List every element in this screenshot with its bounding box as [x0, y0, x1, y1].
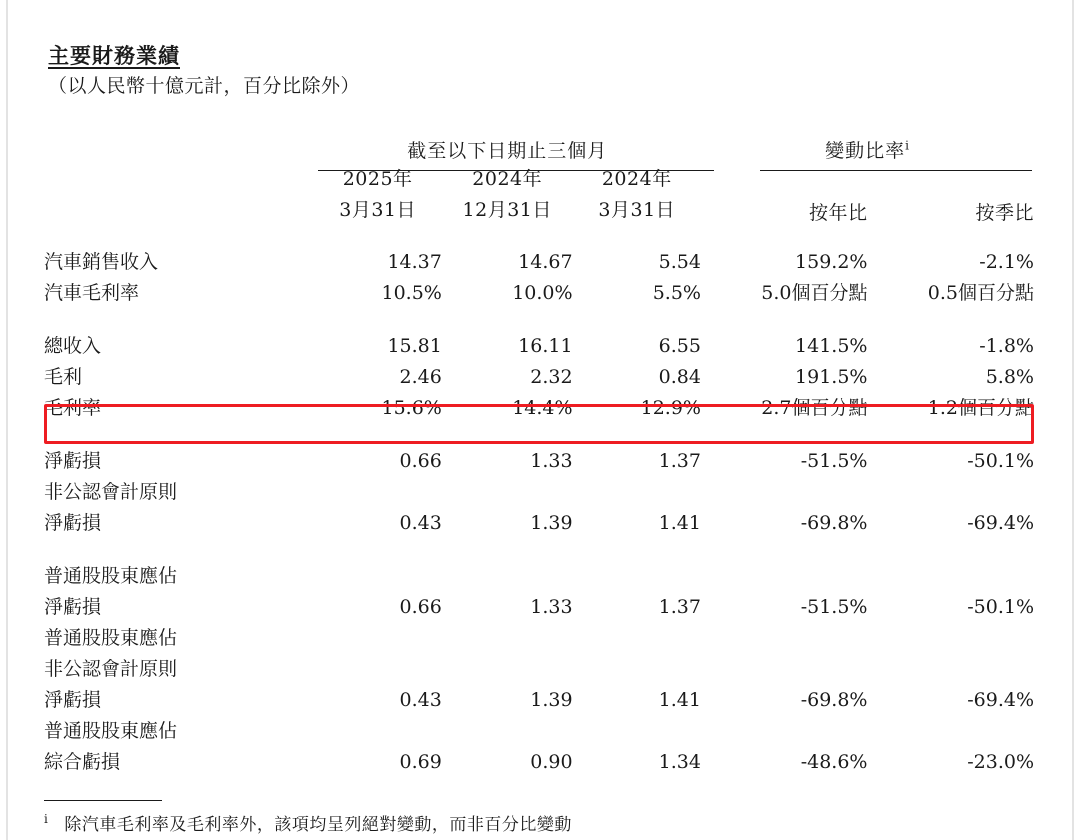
row-label: 毛利: [44, 366, 83, 388]
table-row: [44, 508, 1034, 539]
row-value: 1.33: [530, 450, 573, 472]
table-row: [44, 446, 1034, 477]
row-value-empty: [573, 654, 701, 685]
row-value-empty: [442, 716, 573, 747]
table-row-highlighted: [44, 393, 1034, 424]
group-header-spacer: [44, 132, 313, 163]
table-row: [44, 247, 1034, 278]
table-row: [44, 278, 1034, 309]
table-row: [44, 362, 1034, 393]
row-value: -1.8%: [979, 335, 1034, 357]
row-value: 1.37: [658, 596, 701, 618]
row-label: 淨虧損: [44, 512, 102, 534]
row-value: 16.11: [518, 335, 573, 357]
row-value: 5.8%: [985, 366, 1034, 388]
row-value: 6.55: [658, 335, 701, 357]
row-value: 1.39: [530, 512, 573, 534]
column-header-qoq-line2: 按季比: [975, 202, 1034, 224]
row-label: 普通股股東應佔: [44, 565, 178, 587]
group-header-period: 截至以下日期止三個月: [407, 140, 608, 162]
row-value: 0.66: [399, 596, 442, 618]
footnote-text: 除汽車毛利率及毛利率外，該項均呈列絕對變動，而非百分比變動: [64, 815, 572, 835]
group-header-change-label: 變動比率: [825, 140, 906, 162]
column-header-yoy-line2: 按年比: [808, 202, 868, 224]
row-value: 0.90: [530, 751, 573, 773]
row-label: 毛利率: [44, 397, 102, 419]
row-value-empty: [573, 716, 701, 747]
footnote: [44, 810, 572, 835]
row-value: 10.5%: [381, 282, 442, 304]
row-value: 15.81: [387, 335, 442, 357]
column-header-2025-03-line2: 3月31日: [339, 199, 417, 222]
row-value: 1.33: [530, 596, 573, 618]
table-spacer: [44, 539, 1034, 561]
page-title: 主要財務業績: [48, 43, 180, 68]
column-header-yoy-line1: [701, 163, 867, 194]
table-row: [44, 747, 1034, 778]
row-label: 總收入: [44, 335, 102, 357]
table-spacer-head: [44, 225, 1034, 247]
row-value: 10.0%: [512, 282, 573, 304]
column-header-label-blank-1: [44, 163, 313, 194]
table-row: [44, 592, 1034, 623]
row-value-empty: [313, 477, 441, 508]
table-spacer: [44, 424, 1034, 446]
row-value: 1.41: [658, 512, 701, 534]
row-value: 14.67: [518, 251, 573, 273]
group-header-change: [701, 132, 1034, 163]
row-value: -48.6%: [800, 751, 868, 773]
column-header-label-blank-2: [44, 194, 313, 225]
row-value: 1.37: [658, 450, 701, 472]
row-value-empty: [701, 716, 867, 747]
row-value: 15.6%: [381, 397, 442, 419]
column-header-2024-03-line2: 3月31日: [598, 199, 676, 222]
row-value-empty: [313, 561, 441, 592]
row-value-empty: [442, 561, 573, 592]
row-label: 汽車銷售收入: [44, 251, 159, 273]
table-group-header-row: [44, 132, 1034, 163]
row-value: 2.7個百分點: [761, 397, 868, 419]
row-value: -51.5%: [800, 596, 868, 618]
row-value-empty: [573, 623, 701, 654]
page-edge-rule-right: [1072, 0, 1074, 840]
row-label: 淨虧損: [44, 596, 102, 618]
row-value: -23.0%: [967, 751, 1034, 773]
row-value: 2.32: [530, 366, 573, 388]
row-value: -69.4%: [967, 512, 1034, 534]
row-value: 5.5%: [652, 282, 701, 304]
row-value: 1.41: [658, 689, 701, 711]
row-value-empty: [867, 623, 1034, 654]
row-value: 0.43: [399, 689, 442, 711]
row-value: -51.5%: [800, 450, 868, 472]
group-header-change-superscript: i: [905, 138, 910, 153]
table-row: [44, 685, 1034, 716]
row-value-empty: [867, 654, 1034, 685]
row-value-empty: [867, 716, 1034, 747]
row-value-empty: [313, 716, 441, 747]
table-row-label-only: [44, 477, 1034, 508]
row-value-empty: [313, 654, 441, 685]
page-edge-rule-left: [6, 0, 8, 840]
row-value: -69.8%: [800, 689, 868, 711]
table-column-header-row-2: [44, 194, 1034, 225]
row-value: 191.5%: [795, 366, 868, 388]
row-label: 普通股股東應佔: [44, 627, 178, 649]
row-value-empty: [867, 561, 1034, 592]
title-block: [48, 42, 360, 100]
row-label: 普通股股東應佔: [44, 720, 178, 742]
row-value: 1.34: [658, 751, 701, 773]
row-value: 0.84: [658, 366, 701, 388]
table-spacer: [44, 309, 1034, 331]
row-value: 5.54: [658, 251, 701, 273]
row-label: 淨虧損: [44, 450, 102, 472]
footnote-marker: i: [44, 812, 49, 827]
row-value-empty: [701, 654, 867, 685]
row-value: 141.5%: [795, 335, 868, 357]
table-row-label-only: [44, 561, 1034, 592]
row-value-empty: [313, 623, 441, 654]
table-row-label-only: [44, 623, 1034, 654]
row-value: 14.37: [387, 251, 442, 273]
row-value-empty: [573, 477, 701, 508]
row-label: 淨虧損: [44, 689, 102, 711]
column-header-2024-12-line2: 12月31日: [462, 199, 552, 222]
column-header-2025-03-line1: 2025年: [342, 168, 413, 191]
footnote-divider: [44, 800, 162, 801]
row-value: 5.0個百分點: [761, 282, 868, 304]
row-value: 2.46: [399, 366, 442, 388]
row-value: 1.2個百分點: [927, 397, 1034, 419]
row-value: 0.69: [399, 751, 442, 773]
row-value: -2.1%: [979, 251, 1034, 273]
financial-highlights-table: [44, 132, 1034, 778]
page-subtitle: （以人民幣十億元計，百分比除外）: [48, 75, 361, 98]
row-value-empty: [701, 623, 867, 654]
row-value: -69.8%: [800, 512, 868, 534]
column-header-2024-03-line1: 2024年: [601, 168, 672, 191]
row-value: 159.2%: [795, 251, 868, 273]
row-value: 0.5個百分點: [927, 282, 1034, 304]
row-value: 0.66: [399, 450, 442, 472]
table-row: [44, 331, 1034, 362]
row-value-empty: [442, 654, 573, 685]
row-value: 14.4%: [512, 397, 573, 419]
table-row-label-only: [44, 716, 1034, 747]
row-value-empty: [701, 477, 867, 508]
row-value: -69.4%: [967, 689, 1034, 711]
table-row-label-only: [44, 654, 1034, 685]
row-value-empty: [442, 477, 573, 508]
row-value: -50.1%: [967, 450, 1034, 472]
row-value-empty: [573, 561, 701, 592]
column-header-2024-12-line1: 2024年: [472, 168, 543, 191]
row-value: -50.1%: [967, 596, 1034, 618]
row-label: 綜合虧損: [44, 751, 121, 773]
row-value-empty: [867, 477, 1034, 508]
column-header-qoq-line1: [867, 163, 1034, 194]
table-column-header-row-1: [44, 163, 1034, 194]
row-value-empty: [442, 623, 573, 654]
row-label: 非公認會計原則: [44, 658, 178, 680]
row-value: 12.9%: [640, 397, 701, 419]
row-label: 汽車毛利率: [44, 282, 140, 304]
row-value-empty: [701, 561, 867, 592]
row-value: 1.39: [530, 689, 573, 711]
row-label: 非公認會計原則: [44, 481, 178, 503]
row-value: 0.43: [399, 512, 442, 534]
